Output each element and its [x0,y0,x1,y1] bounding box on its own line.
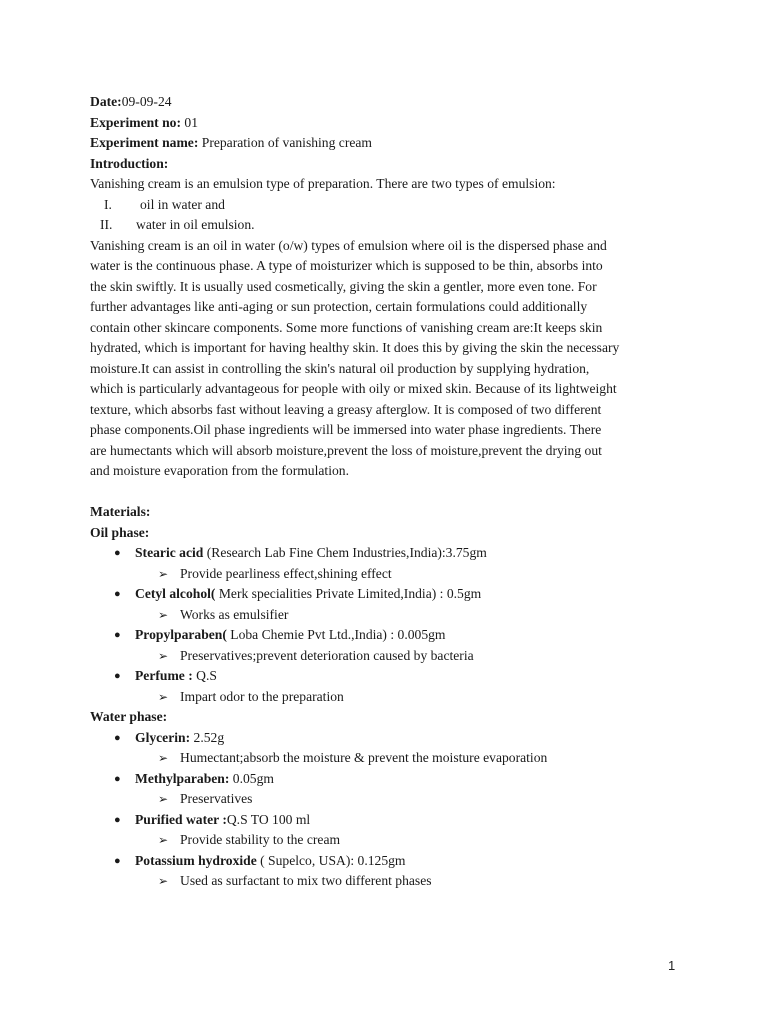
paragraph-line: further advantages like anti-aging or sun protection, certain formulations could additionally [90,299,588,314]
paragraph-line: are humectants which will absorb moisture,prevent the loss of moisture,prevent the drying out [90,442,602,458]
arrow-bullet-icon: ➢ [158,792,169,806]
ingredient-note [90,748,690,769]
experiment-number-value: 01 [181,114,198,130]
ingredient-detail: ( Supelco, USA): 0.125gm [256,852,406,868]
roman-numeral: II. [100,217,113,232]
paragraph-line: Vanishing cream is an oil in water (o/w) types of emulsion where oil is the dispersed phase and [90,237,607,253]
experiment-name-label: Experiment name: [90,135,199,150]
bullet-icon: ● [114,629,121,641]
document-body [90,92,690,892]
paragraph-line: texture, which absorbs fast without leaving a greasy afterglow. It is composed of two different [90,401,602,417]
experiment-number-label: Experiment no: [90,114,181,130]
water-phase-heading [90,707,690,728]
water-ingredient-item [90,810,690,831]
experiment-name-value: Preparation of vanishing cream [198,135,372,150]
roman-numeral: I. [104,196,112,212]
ingredient-note-text: Preservatives [180,791,253,806]
bullet-icon: ● [114,547,121,559]
ingredient-note-text: Provide pearliness effect,shining effect [180,565,392,581]
ingredient-name: Purified water : [135,811,227,827]
intro-paragraph [90,236,685,482]
oil-ingredient-item [90,666,690,687]
water-ingredient-item [90,769,690,790]
experiment-number-line [90,113,690,134]
ingredient-note [90,605,690,626]
paragraph-line: phase components.Oil phase ingredients will be immersed into water phase ingredients. There [90,422,602,437]
date-line [90,92,690,113]
ingredient-note-text: Preservatives;prevent deterioration caused by bacteria [180,647,474,663]
ingredient-note [90,871,690,892]
ingredient-note [90,830,690,851]
ingredient-name: Methylparaben: [135,770,230,786]
ingredient-detail: 2.52g [190,729,225,745]
ingredient-note [90,789,690,810]
oil-phase-heading [90,523,690,544]
bullet-icon: ● [114,772,121,785]
paragraph-line: the skin swiftly. It is usually used cosmetically, giving the skin a gentler, more even tone. For [90,278,597,294]
paragraph-line: hydrated, which is important for having healthy skin. It does this by giving the skin the necessary [90,340,620,355]
oil-ingredient-item [90,543,690,564]
materials-heading [90,502,690,523]
ingredient-detail: Merk specialities Private Limited,India) : 0.5gm [215,586,482,601]
ingredient-note [90,687,690,708]
ingredient-detail: Q.S [192,668,217,683]
arrow-bullet-icon: ➢ [158,607,169,622]
ingredient-name: Perfume : [135,668,193,683]
ingredient-note-text: Provide stability to the cream [180,832,341,847]
ingredient-name: Cetyl alcohol( [135,586,216,601]
paragraph-line: moisture.It can assist in controlling the skin's natural oil production by supplying hydration, [90,360,590,376]
bullet-icon: ● [114,854,121,867]
bullet-icon: ● [114,813,121,826]
arrow-bullet-icon: ➢ [158,689,169,704]
arrow-bullet-icon: ➢ [158,833,169,847]
ingredient-detail: Loba Chemie Pvt Ltd.,India) : 0.005gm [226,627,446,642]
arrow-bullet-icon: ➢ [158,751,169,765]
paragraph-line: contain other skincare components. Some more functions of vanishing cream are:It keeps skin [90,319,603,335]
paragraph-line: water is the continuous phase. A type of moisturizer which is supposed to be thin, absorbs into [90,258,603,273]
ingredient-note-text: Used as surfactant to mix two different phases [180,873,432,888]
ingredient-name: Propylparaben( [135,627,227,642]
ingredient-name: Potassium hydroxide [135,852,257,868]
ingredient-note [90,646,690,667]
water-ingredient-item [90,728,690,749]
ingredient-detail: Q.S TO 100 ml [226,811,311,827]
emulsion-type-item [90,215,690,236]
ingredient-name: Glycerin: [135,729,191,745]
oil-phase-heading-text: Oil phase: [90,524,150,540]
emulsion-type-text: oil in water and [140,196,225,212]
oil-ingredient-item [90,584,690,605]
ingredient-note-text: Impart odor to the preparation [180,688,344,704]
bullet-icon: ● [114,670,121,682]
arrow-bullet-icon: ➢ [158,566,169,581]
emulsion-type-text: water in oil emulsion. [136,217,255,232]
spacer [90,482,690,503]
arrow-bullet-icon: ➢ [158,874,169,888]
date-value: 09-09-24 [121,94,172,109]
ingredient-note [90,564,690,585]
materials-heading-text: Materials: [90,504,151,519]
bullet-icon: ● [114,731,121,744]
ingredient-note-text: Humectant;absorb the moisture & prevent the moisture evaporation [180,750,548,765]
page-number: 1 [668,958,676,973]
water-ingredient-item [90,851,690,872]
oil-ingredient-item [90,625,690,646]
intro-line: Vanishing cream is an emulsion type of preparation. There are two types of emulsion: [90,176,556,191]
introduction-heading-text: Introduction: [90,155,169,171]
water-phase-heading-text: Water phase: [90,709,168,724]
paragraph-line: which is particularly advantageous for people with oily or mixed skin. Because of its lightweight [90,381,617,396]
ingredient-note-text: Works as emulsifier [180,606,289,622]
experiment-name-line [90,133,690,154]
ingredient-detail: (Research Lab Fine Chem Industries,India):3.75gm [203,545,487,560]
ingredient-detail: 0.05gm [229,770,274,786]
bullet-icon: ● [114,588,121,600]
arrow-bullet-icon: ➢ [158,648,169,663]
introduction-heading [90,154,690,175]
ingredient-name: Stearic acid [135,545,204,560]
date-label: Date: [90,94,122,109]
paragraph-line: and moisture evaporation from the formulation. [90,463,349,478]
emulsion-type-item [90,195,690,216]
